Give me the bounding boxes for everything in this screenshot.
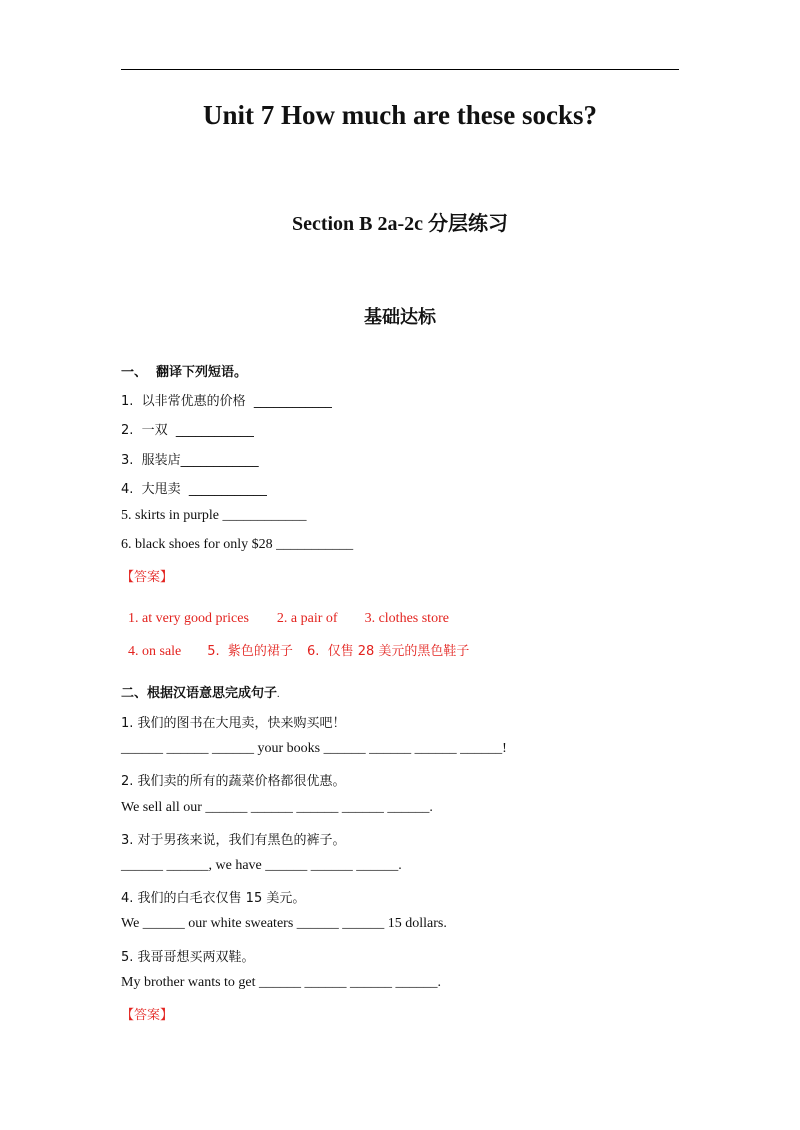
top-rule bbox=[121, 69, 679, 70]
part2-item: My brother wants to get ______ ______ ______ ______. bbox=[121, 975, 442, 990]
part1-item: 3. 服装店____________ bbox=[121, 453, 259, 468]
section-subtitle: Section B 2a-2c 分层练习 bbox=[291, 213, 509, 235]
part2-heading-dot: . bbox=[277, 689, 280, 700]
answer-item: 3. clothes store bbox=[364, 611, 449, 626]
part2-item: 5. 我哥哥想买两双鞋。 bbox=[121, 950, 255, 965]
part1-item: 5. skirts in purple ____________ bbox=[121, 508, 307, 523]
part2-item: ______ ______ ______ your books ______ ______ ______ ______! bbox=[121, 741, 507, 756]
page-title: Unit 7 How much are these socks? bbox=[203, 100, 597, 130]
part1-item: 2. 一双 ____________ bbox=[121, 423, 254, 438]
answer-item: 2. a pair of bbox=[276, 611, 338, 626]
part1-heading: 一、 翻译下列短语。 bbox=[121, 365, 248, 380]
part2-item: ______ ______, we have ______ ______ ______. bbox=[121, 858, 402, 873]
part2-item: 1. 我们的图书在大甩卖，快来购买吧！ bbox=[121, 716, 346, 731]
part1-item: 6. black shoes for only $28 ___________ bbox=[121, 537, 354, 552]
part2-answer-label: 【答案】 bbox=[121, 1008, 174, 1023]
answer-item: 5. 紫色的裙子 bbox=[207, 644, 293, 659]
level-heading: 基础达标 bbox=[364, 307, 436, 328]
part2-item: 3. 对于男孩来说，我们有黑色的裤子。 bbox=[121, 833, 346, 848]
part1-item: 4. 大甩卖 ____________ bbox=[121, 482, 267, 497]
part1-item: 1. 以非常优惠的价格 ____________ bbox=[121, 394, 332, 409]
answer-item: 6. 仅售 28 美元的黑色鞋子 bbox=[306, 644, 470, 659]
part2-heading: 二、根据汉语意思完成句子 bbox=[121, 686, 278, 701]
part2-item: We ______ our white sweaters ______ ______ 15 dollars. bbox=[121, 916, 447, 931]
part2-heading-row bbox=[121, 682, 280, 702]
part2-item: 2. 我们卖的所有的蔬菜价格都很优惠。 bbox=[121, 774, 346, 789]
part1-answers-row2 bbox=[121, 624, 469, 660]
answer-item: 4. on sale bbox=[128, 644, 182, 659]
answer-item: 1. at very good prices bbox=[128, 611, 249, 626]
part1-answers-row1 bbox=[121, 595, 449, 627]
part1-answer-label: 【答案】 bbox=[121, 570, 174, 585]
part2-item: We sell all our ______ ______ ______ ______ ______. bbox=[121, 800, 433, 815]
part2-item: 4. 我们的白毛衣仅售 15 美元。 bbox=[121, 891, 306, 906]
